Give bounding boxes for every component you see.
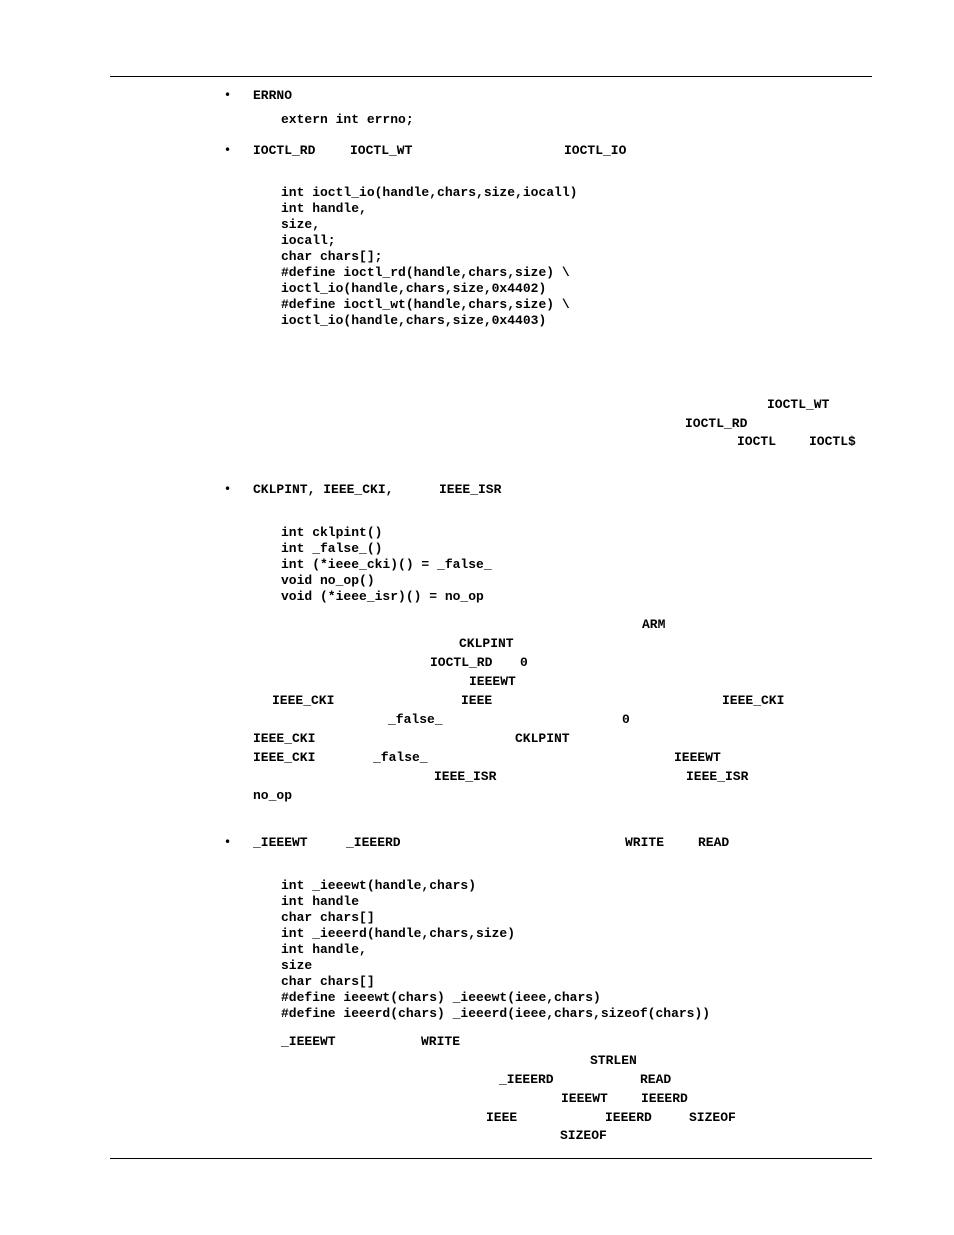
code-line: #define ieeerd(chars) _ieeerd(ieee,chars,sizeof(chars)) <box>281 1006 711 1021</box>
header-rule <box>110 76 872 77</box>
code-line: int _false_() <box>281 541 383 556</box>
code-line: ioctl_io(handle,chars,size,0x4402) <box>281 281 547 296</box>
bullet: • <box>224 482 232 496</box>
inline-term: SIZEOF <box>689 1110 736 1125</box>
inline-term: _false_ <box>373 750 428 765</box>
code-line: #define ioctl_rd(handle,chars,size) \ <box>281 265 570 280</box>
inline-term: READ <box>640 1072 672 1087</box>
section-heading-term: _IEEEWT <box>253 835 308 850</box>
code-line: #define ioctl_wt(handle,chars,size) \ <box>281 297 570 312</box>
inline-term: IEEE_CKI <box>272 693 335 708</box>
inline-term: IEEEWT <box>674 750 721 765</box>
section-heading-term: IOCTL_RD <box>253 143 316 158</box>
inline-term: _false_ <box>388 712 443 727</box>
code-line: ioctl_io(handle,chars,size,0x4403) <box>281 313 547 328</box>
section-heading-term: WRITE <box>625 835 665 850</box>
inline-term: CKLPINT <box>459 636 514 651</box>
section-heading-term: READ <box>698 835 730 850</box>
inline-term: no_op <box>253 788 293 803</box>
inline-term: WRITE <box>421 1034 461 1049</box>
inline-term: IEEERD <box>605 1110 652 1125</box>
inline-term: IEEE_CKI <box>253 750 316 765</box>
code-line: void no_op() <box>281 573 375 588</box>
inline-term: SIZEOF <box>560 1128 607 1143</box>
code-line: int _ieeerd(handle,chars,size) <box>281 926 516 941</box>
bullet: • <box>224 88 232 102</box>
code-line: int handle, <box>281 942 367 957</box>
inline-term: _IEEERD <box>499 1072 554 1087</box>
footer-rule <box>110 1158 872 1159</box>
inline-term: IOCTL_RD <box>685 416 748 431</box>
section-heading-term: IEEE_ISR <box>439 482 502 497</box>
code-line: int ioctl_io(handle,chars,size,iocall) <box>281 185 578 200</box>
code-line: iocall; <box>281 233 336 248</box>
inline-term: IEEE <box>486 1110 518 1125</box>
inline-term: _IEEEWT <box>281 1034 336 1049</box>
inline-term: IEEE_CKI <box>722 693 785 708</box>
bullet: • <box>224 143 232 157</box>
inline-term: IOCTL_RD <box>430 655 493 670</box>
section-heading-term: _IEEERD <box>346 835 401 850</box>
inline-term: IEEE_CKI <box>253 731 316 746</box>
inline-term: ARM <box>642 617 666 632</box>
code-line: #define ieeewt(chars) _ieeewt(ieee,chars) <box>281 990 601 1005</box>
code-line: char chars[] <box>281 974 375 989</box>
bullet: • <box>224 835 232 849</box>
inline-term: IOCTL <box>737 434 777 449</box>
inline-term: IEEEWT <box>469 674 516 689</box>
inline-term: 0 <box>520 655 528 670</box>
inline-term: IEEE_ISR <box>434 769 497 784</box>
inline-term: IOCTL$ <box>809 434 856 449</box>
inline-term: IEEERD <box>641 1091 688 1106</box>
code-line: size, <box>281 217 321 232</box>
code-line: int cklpint() <box>281 525 383 540</box>
code-line: int handle <box>281 894 360 909</box>
code-line: char chars[]; <box>281 249 383 264</box>
code-line: size <box>281 958 313 973</box>
code-line: void (*ieee_isr)() = no_op <box>281 589 484 604</box>
code-line: int handle, <box>281 201 367 216</box>
inline-term: STRLEN <box>590 1053 637 1068</box>
inline-term: IOCTL_WT <box>767 397 830 412</box>
code-line: int _ieeewt(handle,chars) <box>281 878 477 893</box>
code-line: int (*ieee_cki)() = _false_ <box>281 557 492 572</box>
section-heading-term: CKLPINT, IEEE_CKI, <box>253 482 394 497</box>
code-line: char chars[] <box>281 910 375 925</box>
section-heading-term: IOCTL_IO <box>564 143 627 158</box>
section-heading-term: IOCTL_WT <box>350 143 413 158</box>
inline-term: IEEE_ISR <box>686 769 749 784</box>
inline-term: CKLPINT <box>515 731 570 746</box>
inline-term: 0 <box>622 712 630 727</box>
inline-term: IEEEWT <box>561 1091 608 1106</box>
section-heading-errno: ERRNO <box>253 88 293 103</box>
inline-term: IEEE <box>461 693 493 708</box>
code-line: extern int errno; <box>281 112 414 127</box>
